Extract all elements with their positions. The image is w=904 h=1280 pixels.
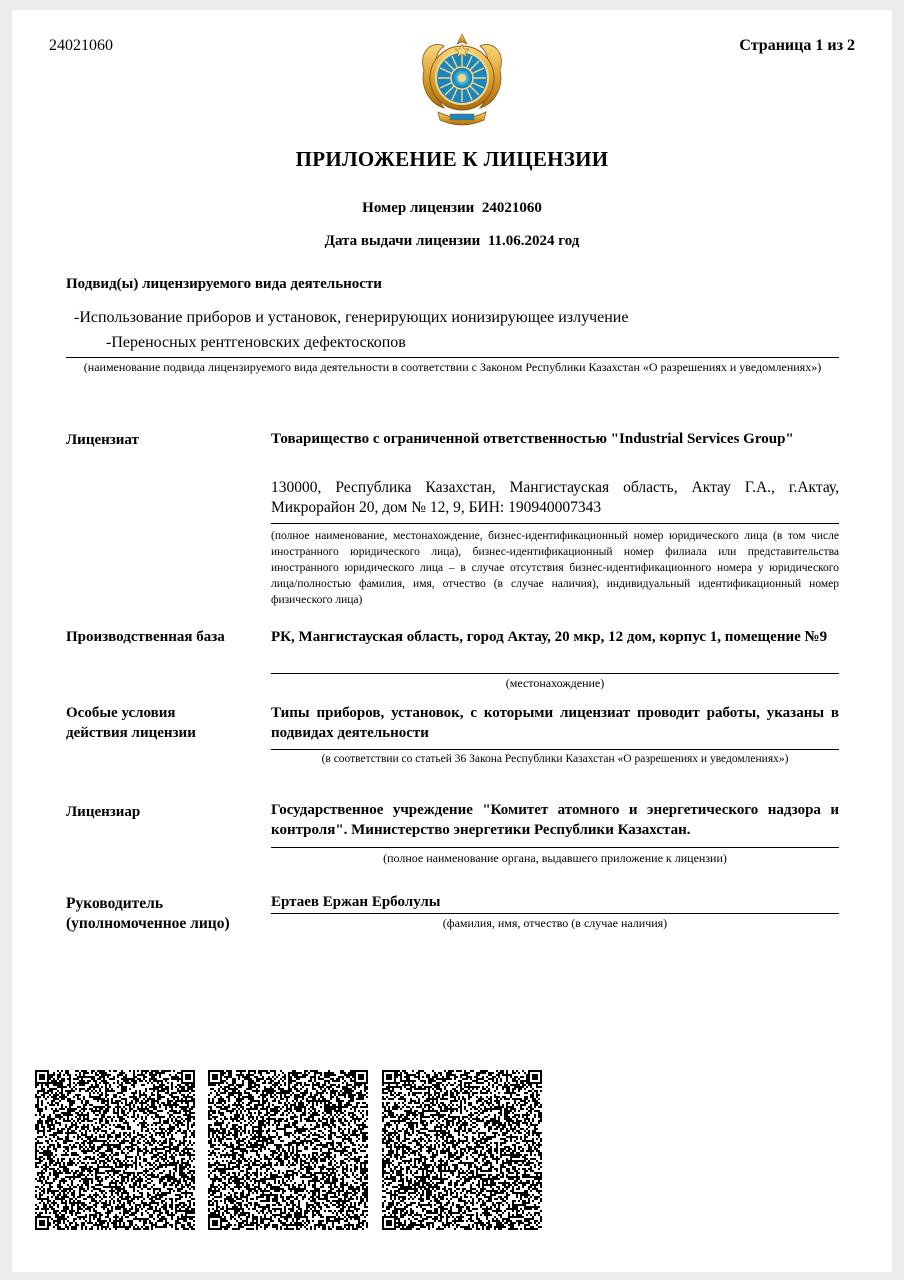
qr-code-icon [208,1070,368,1230]
licensor-caption: (полное наименование органа, выдавшего приложение к лицензии) [383,851,727,865]
divider [271,749,839,750]
divider [271,847,839,848]
divider [271,523,839,524]
license-number: 24021060 [481,200,542,216]
special-conditions-value: Типы приборов, установок, с которыми лицензиат проводит работы, указаны в подвидах деятельности [271,705,839,741]
licensor-value: Государственное учреждение "Комитет атомного и энергетического надзора и контроля". Министерство энергетики Республики Казахстан. [271,802,839,838]
activity-item: -Использование приборов и установок, генерирующих ионизирующее излучение [74,309,629,326]
divider [271,913,839,914]
page-label: Страница 1 из 2 [739,37,855,54]
production-base-caption: (местонахождение) [505,676,605,690]
document-page [12,10,892,1272]
production-base-value: РК, Мангистауская область, город Актау, 20 мкр, 12 дом, корпус 1, помещение №9 [271,629,828,645]
license-date-line [12,233,892,250]
qr-code-icon [35,1070,195,1230]
production-base-label: Производственная база [66,629,225,645]
head-label: Руководитель (уполномоченное лицо) [66,895,230,932]
licensee-address: 130000, Республика Казахстан, Мангистауская область, Актау Г.А., г.Актау, Микрорайон 20, дом № 12, 9, БИН: 190940007343 [271,479,839,516]
license-date: 11.06.2024 год [487,233,580,249]
licensee-label: Лицензиат [66,432,139,448]
doc-number: 24021060 [49,37,113,54]
activity-subitem: -Переносных рентгеновских дефектоскопов [106,334,406,351]
page-title: ПРИЛОЖЕНИЕ К ЛИЦЕНЗИИ [295,147,609,171]
license-number-label: Номер лицензии [362,200,475,216]
license-date-label: Дата выдачи лицензии [324,233,481,249]
head-caption: (фамилия, имя, отчество (в случае наличия) [442,916,668,930]
activity-caption: (наименование подвида лицензируемого вида деятельности в соответствии с Законом Республики Казахстан «О разрешениях и уведомлениях») [83,360,822,374]
special-conditions-label: Особые условия действия лицензии [66,705,196,741]
license-number-line [12,200,892,217]
divider [66,357,839,358]
qr-code-icon [382,1070,542,1230]
licensor-label: Лицензиар [66,804,141,820]
divider [271,673,839,674]
licensee-name: Товарищество с ограниченной ответственностью "Industrial Services Group" [271,431,794,447]
special-conditions-caption: (в соответствии со статьей 36 Закона Республики Казахстан «О разрешениях и уведомлениях») [321,753,789,765]
licensee-caption: (полное наименование, местонахождение, бизнес-идентификационный номер юридического лица (в том числе иностранного юридического лица), бизнес-идентификационный номер филиала или представительства иностранного юридического лица – в случае отсутствия бизнес-идентификационного номера у юридического лица/полностью фамилия, имя, отчество (в случае наличия), индивидуальный идентификационный номер физического лица) [271,530,839,606]
kazakhstan-emblem-icon [414,32,510,130]
head-value: Ертаев Ержан Ерболулы [271,894,441,910]
activity-heading: Подвид(ы) лицензируемого вида деятельности [66,276,382,292]
